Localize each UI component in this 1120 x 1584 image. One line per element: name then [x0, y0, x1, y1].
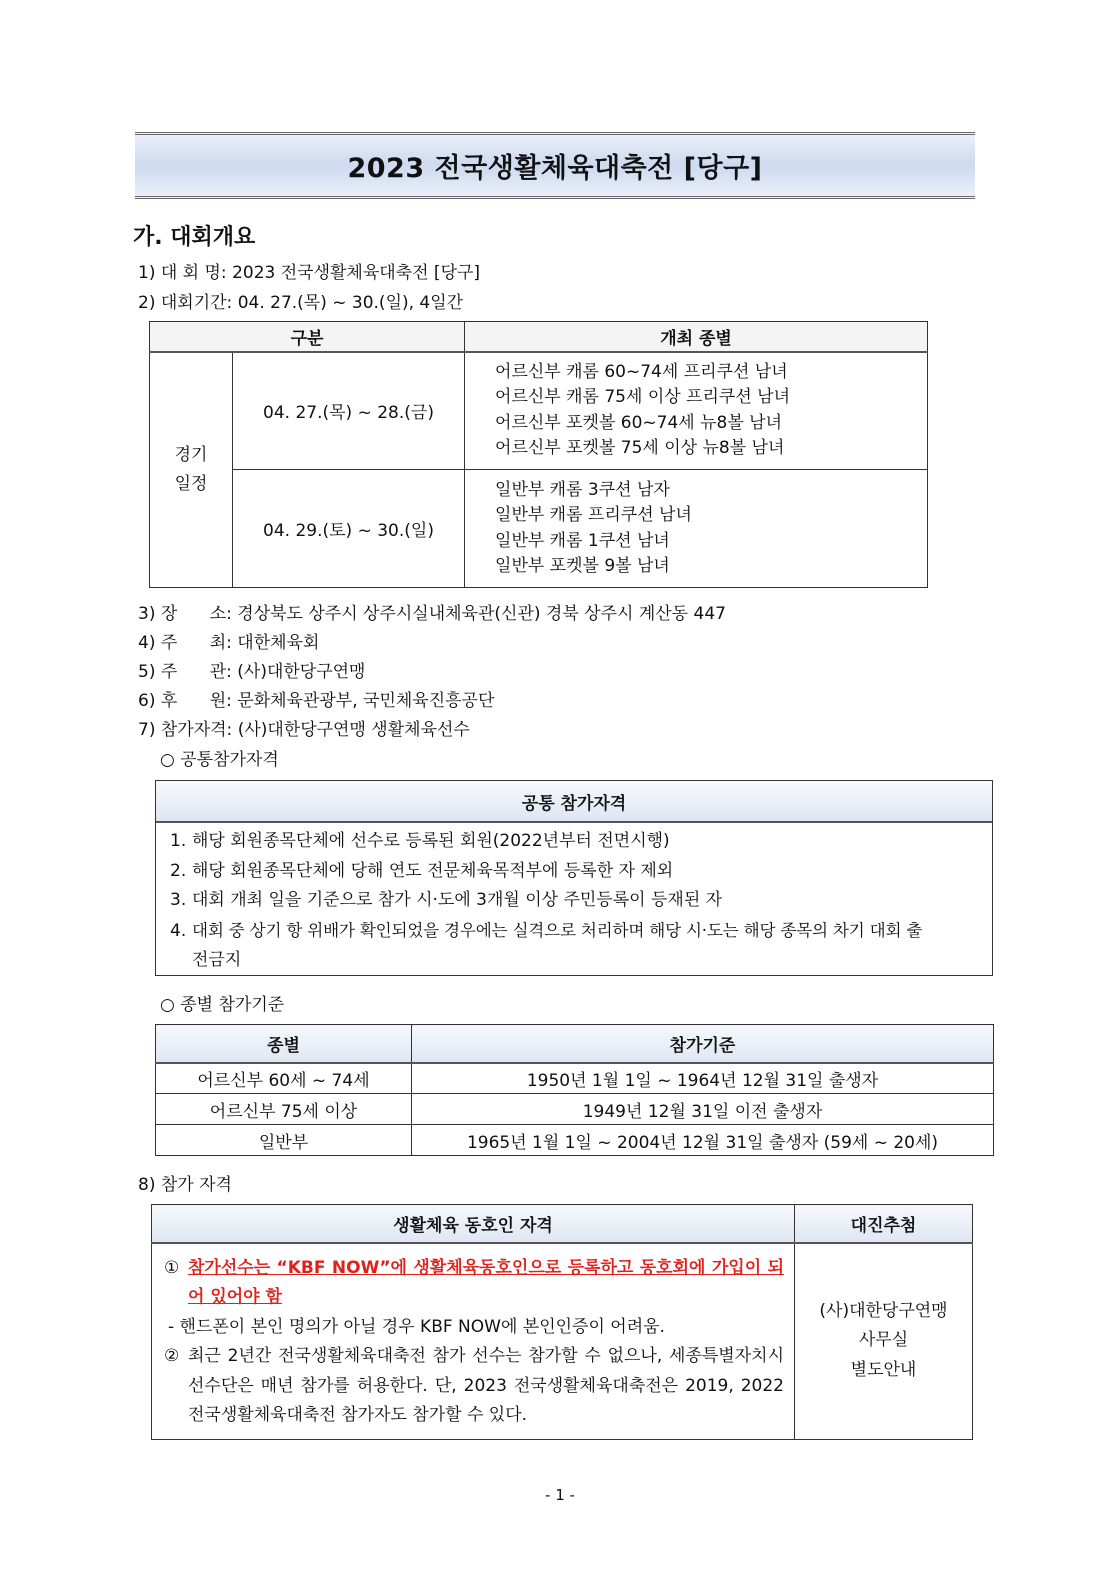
- item-label: 2) 대회기간:: [138, 293, 233, 313]
- table-cell: 1950년 1월 1일 ~ 1964년 12월 31일 출생자: [412, 1063, 994, 1094]
- event-item: 일반부 캐롬 3쿠션 남자: [495, 479, 670, 500]
- list-text: 대회 중 상기 항 위배가 확인되었을 경우에는 실격으로 처리하며 해당 시·도는 해당 종목의 차기 대회 출: [192, 920, 923, 940]
- event-item: 어르신부 포켓볼 75세 이상 뉴8볼 남녀: [495, 438, 785, 459]
- list-item: [170, 827, 982, 857]
- common-eligibility-box: [155, 780, 993, 976]
- rule-2: [164, 1342, 784, 1431]
- table-cell: 1965년 1월 1일 ~ 2004년 12월 31일 출생자 (59세 ~ 20세): [412, 1125, 994, 1156]
- event-item: 어르신부 포켓볼 60~74세 뉴8볼 남녀: [495, 412, 783, 433]
- list-item: [170, 857, 982, 887]
- item-organizer: [138, 657, 365, 682]
- participation-table: [151, 1204, 973, 1440]
- draw-info: [795, 1243, 973, 1440]
- item-host: [138, 628, 319, 653]
- list-text-continued: 전금지: [192, 950, 242, 970]
- table-header: 생활체육 동호인 자격: [152, 1205, 795, 1243]
- list-item: [170, 916, 982, 976]
- item-label: 8) 참가 자격: [138, 1175, 232, 1195]
- draw-info-line: 별도안내: [850, 1359, 917, 1380]
- common-eligibility-list: [156, 823, 992, 976]
- item-value: 경상북도 상주시 상주시실내체육관(신관) 경북 상주시 계산동 447: [237, 604, 726, 624]
- rule-text-highlight: 참가선수는 “KBF NOW”에 생활체육동호인으로 등록하고 동호회에 가입이 되어 있어야 함: [188, 1257, 784, 1307]
- rule-text: 최근 2년간 전국생활체육대축전 참가 선수는 참가할 수 없으나, 세종특별자치시 선수단은 매년 참가를 허용한다. 단, 2023 전국생활체육대축전은 2019, 2022 전국생활체육대축전 참가자도 참가할 수 있다.: [188, 1346, 784, 1425]
- rule-1: [164, 1254, 784, 1313]
- table-header: 종별: [156, 1025, 412, 1063]
- item-name: [138, 258, 480, 283]
- rule-marker: ①: [164, 1257, 180, 1278]
- event-item: 일반부 포켓볼 9볼 남녀: [495, 556, 670, 576]
- title-banner: [135, 132, 975, 199]
- section-heading: 가. 대회개요: [133, 225, 256, 250]
- table-cell: 어르신부 75세 이상: [156, 1094, 412, 1125]
- item-place: [138, 599, 726, 624]
- table-header-row: [156, 1025, 994, 1063]
- schedule-events: [465, 352, 928, 470]
- schedule-table: [149, 321, 928, 588]
- item-label: 7) 참가자격:: [138, 720, 233, 740]
- criteria-table: [155, 1024, 994, 1156]
- table-row: [156, 1063, 994, 1094]
- item-period: [138, 288, 463, 313]
- list-number: 4.: [170, 920, 187, 941]
- schedule-date: 04. 29.(토) ~ 30.(일): [233, 470, 465, 588]
- participation-rules: [152, 1243, 795, 1440]
- item-value: 문화체육관광부, 국민체육진흥공단: [237, 691, 495, 711]
- table-header-row: [152, 1205, 973, 1243]
- item-value: 2023 전국생활체육대축전 [당구]: [232, 263, 481, 283]
- item-label: 5) 주 관:: [138, 662, 232, 682]
- table-row: [150, 352, 928, 470]
- common-eligibility-label: ○ 공통참가자격: [160, 750, 279, 770]
- table-header: 개최 종별: [465, 322, 928, 352]
- list-text: 해당 회원종목단체에 당해 연도 전문체육목적부에 등록한 자 제외: [192, 860, 674, 881]
- event-item: 어르신부 캐롬 75세 이상 프리쿠션 남녀: [495, 387, 790, 408]
- schedule-events: [465, 470, 928, 588]
- rule-marker: ②: [164, 1346, 180, 1366]
- list-text: 해당 회원종목단체에 선수로 등록된 회원(2022년부터 전면시행): [192, 831, 670, 851]
- rule-note: - 핸드폰이 본인 명의가 아닐 경우 KBF NOW에 본인인증이 어려움.: [168, 1316, 665, 1337]
- table-row: [156, 1094, 994, 1125]
- list-number: 3.: [170, 890, 187, 910]
- item-participation: [138, 1170, 232, 1195]
- draw-info-line: (사)대한당구연맹: [819, 1300, 948, 1321]
- page-number: - 1 -: [545, 1486, 575, 1504]
- list-number: 1.: [170, 831, 187, 851]
- table-header: 구분: [150, 322, 465, 352]
- list-item: [170, 886, 982, 916]
- item-label: 1) 대 회 명:: [138, 263, 227, 283]
- table-header: 대진추첨: [795, 1205, 973, 1243]
- criteria-label: ○ 종별 참가기준: [160, 995, 285, 1015]
- document-title: 2023 전국생활체육대축전 [당구]: [347, 153, 763, 184]
- event-item: 일반부 캐롬 프리쿠션 남녀: [495, 505, 692, 525]
- table-header: 참가기준: [412, 1025, 994, 1063]
- item-eligibility: [138, 715, 470, 740]
- common-eligibility-header: 공통 참가자격: [156, 781, 992, 823]
- schedule-date: 04. 27.(목) ~ 28.(금): [233, 352, 465, 470]
- table-row: [152, 1243, 973, 1440]
- event-item: 어르신부 캐롬 60~74세 프리쿠션 남녀: [495, 361, 788, 382]
- item-value: 대한체육회: [237, 633, 320, 653]
- item-label: 6) 후 원:: [138, 691, 232, 711]
- table-cell: 어르신부 60세 ~ 74세: [156, 1063, 412, 1094]
- table-cell: 1949년 12월 31일 이전 출생자: [412, 1094, 994, 1125]
- schedule-group-label: 경기 일정: [150, 352, 233, 588]
- list-number: 2.: [170, 860, 187, 881]
- item-value: 04. 27.(목) ~ 30.(일), 4일간: [237, 293, 464, 313]
- table-header-row: [150, 322, 928, 352]
- table-row: [150, 470, 928, 588]
- item-label: 4) 주 최:: [138, 633, 232, 653]
- event-item: 일반부 캐롬 1쿠션 남녀: [495, 530, 670, 551]
- draw-info-line: 사무실: [858, 1330, 909, 1351]
- list-text: 대회 개최 일을 기준으로 참가 시·도에 3개월 이상 주민등록이 등재된 자: [192, 890, 723, 910]
- item-label: 3) 장 소:: [138, 604, 232, 624]
- item-value: (사)대한당구연맹: [237, 662, 366, 682]
- table-row: [156, 1125, 994, 1156]
- item-sponsor: [138, 686, 494, 711]
- table-cell: 일반부: [156, 1125, 412, 1156]
- item-value: (사)대한당구연맹 생활체육선수: [237, 720, 470, 740]
